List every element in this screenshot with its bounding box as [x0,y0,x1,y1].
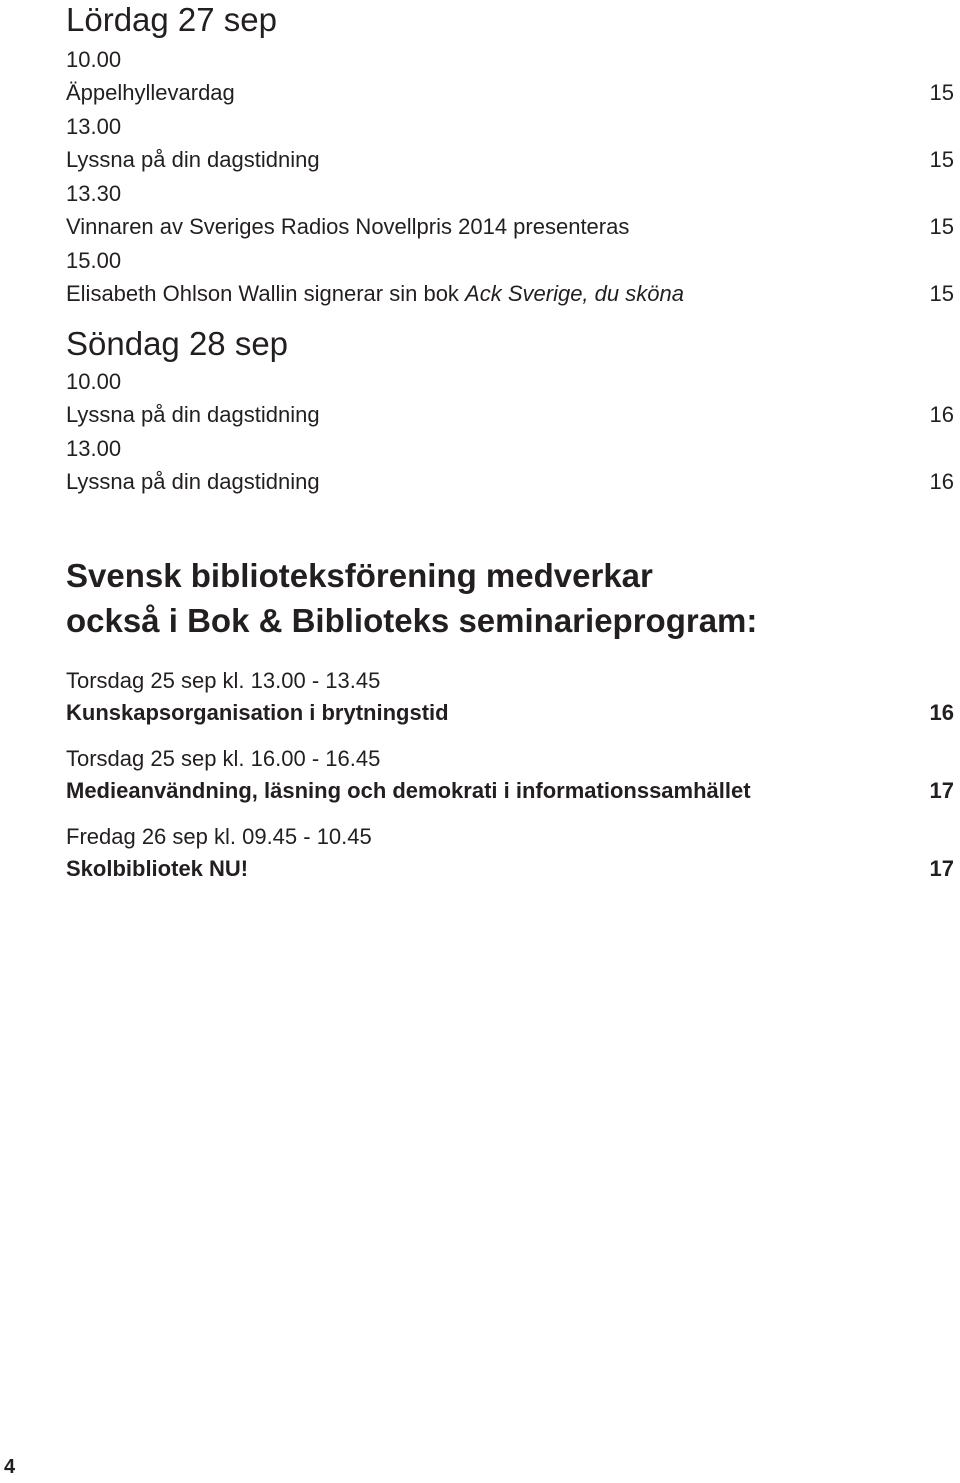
event-item [66,365,954,432]
event-row [66,76,954,110]
seminar-row [66,775,954,807]
sunday-events [66,365,954,499]
event-page-number: 15 [929,214,954,239]
event-item [66,244,954,311]
seminar-page-number: 16 [929,700,954,725]
event-time: 13.00 [66,114,122,139]
event-title [66,76,235,110]
event-row [66,398,954,432]
seminar-time: Torsdag 25 sep kl. 16.00 - 16.45 [66,746,381,771]
event-item [66,432,954,499]
event-title: Lyssna på din dagstidning [66,469,320,494]
page-number: 4 [4,1456,16,1478]
seminar-list [66,665,954,885]
event-page-number: 15 [929,281,954,306]
seminar-time: Torsdag 25 sep kl. 13.00 - 13.45 [66,668,381,693]
seminar-page-number: 17 [929,856,954,881]
event-item [66,177,954,244]
event-title-text: Lyssna på din dagstidning [66,147,320,172]
event-time: 15.00 [66,248,122,273]
seminar-item [66,665,954,729]
seminar-item [66,821,954,885]
program-page [66,0,954,899]
event-title: Lyssna på din dagstidning [66,402,320,427]
seminar-heading [66,553,954,643]
event-page-number: 16 [929,402,954,427]
seminar-item [66,743,954,807]
event-title-italic: Ack Sverige, du sköna [465,281,684,306]
event-row [66,143,954,177]
event-item [66,43,954,110]
seminar-title: Kunskapsorganisation i brytningstid [66,700,449,725]
event-title [66,210,629,244]
event-time: 13.00 [66,436,122,461]
event-page-number: 15 [929,80,954,105]
event-row [66,277,954,311]
seminar-row [66,697,954,729]
event-time: 10.00 [66,47,122,72]
event-item [66,110,954,177]
saturday-heading: Lördag 27 sep [66,1,278,38]
event-page-number: 16 [929,469,954,494]
event-title [66,143,320,177]
event-title-text: Vinnaren av Sveriges Radios Novellpris 2014 presenteras [66,214,630,239]
event-page-number: 15 [929,147,954,172]
seminar-heading-line: också i Bok & Biblioteks seminarieprogram: [66,602,758,639]
saturday-events [66,43,954,311]
event-title-text: Elisabeth Ohlson Wallin signerar sin bok [66,281,466,306]
sunday-heading: Söndag 28 sep [66,325,289,362]
seminar-title: Medieanvändning, läsning och demokrati i informationssamhället [66,778,751,803]
event-title-text: Äppelhyllevardag [66,80,235,105]
event-row [66,210,954,244]
seminar-heading-line: Svensk biblioteksförening medverkar [66,557,653,594]
seminar-page-number: 17 [929,778,954,803]
seminar-title: Skolbibliotek NU! [66,856,249,881]
event-row [66,465,954,499]
event-title [66,277,684,311]
seminar-time: Fredag 26 sep kl. 09.45 - 10.45 [66,824,372,849]
seminar-row [66,853,954,885]
event-time: 10.00 [66,369,122,394]
event-time: 13.30 [66,181,122,206]
